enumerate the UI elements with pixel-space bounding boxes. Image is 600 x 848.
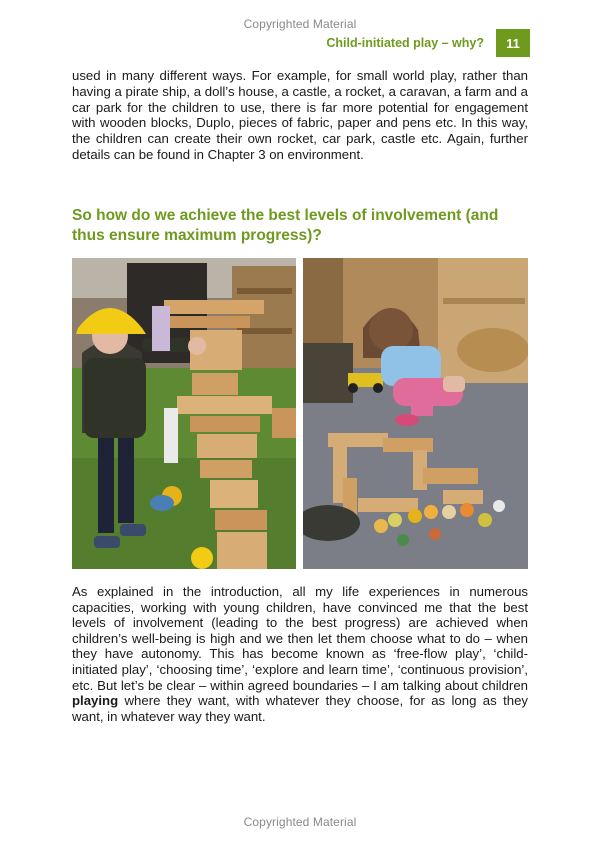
chapter-title: Child-initiated play – why? — [326, 36, 484, 50]
paragraph-free-flow-play — [72, 584, 528, 724]
running-head — [326, 28, 530, 58]
photo-child-building-track — [303, 258, 528, 569]
watermark-bottom: Copyrighted Material — [243, 815, 357, 829]
paragraph-environment: used in many different ways. For example, for small world play, rather than having a pirate ship, a doll’s house, a castle, a rocket, a caravan, a farm and a car park for the children to use, there is far more potential for engagement with wooden blocks, Duplo, pieces of fabric, paper and pens etc. In this way, the children can create their own rocket, car park, castle etc. Again, further details can be found in Chapter 3 on environment. — [72, 68, 528, 162]
emphasis-playing: playing — [72, 693, 119, 709]
page-number-badge: 11 — [496, 29, 530, 57]
paragraph-text-start: As explained in the introduction, all my life experiences in numerous capacities, working with young children, have convinced me that the best levels of involvement (leading to the best progress) are achieved when children’s well-being is high and we then let them choose what to do – when they have autonomy. This has become known as ‘free-flow play’, ‘child-initiated play’, ‘choosing time’, ‘explore and learn time’, ‘continuous provision’, etc. But let’s be clear – within agreed boundaries – I am talking about children — [72, 584, 528, 693]
watermark-top: Copyrighted Material — [243, 17, 357, 31]
section-heading: So how do we achieve the best levels of involvement (and thus ensure maximum progress)? — [72, 207, 499, 244]
photo-child-stacking-blocks — [72, 258, 296, 569]
paragraph-text-end: where they want, with whatever they choose, for as long as they want, in whatever way they want. — [72, 693, 528, 724]
